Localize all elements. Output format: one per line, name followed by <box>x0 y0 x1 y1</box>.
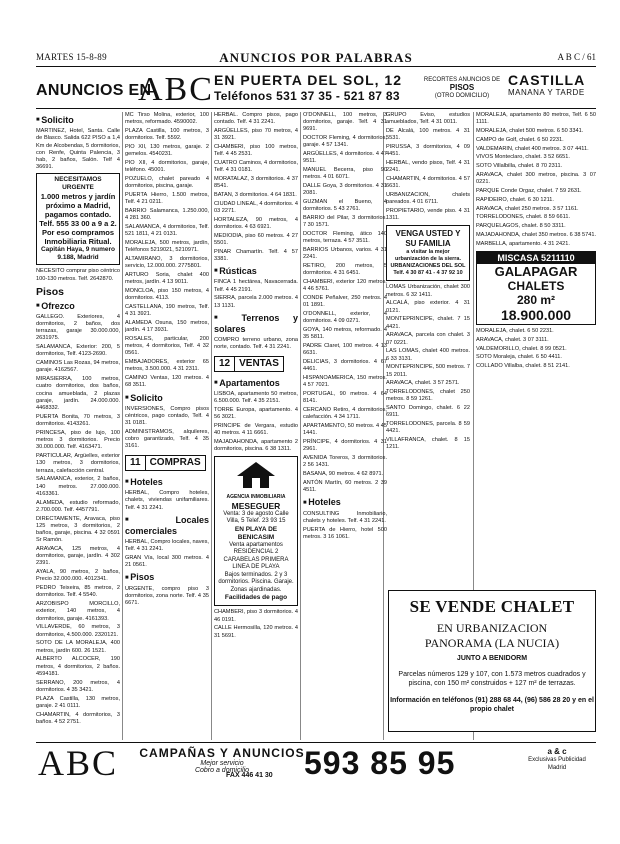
section-heading: ■ Apartamentos <box>214 378 298 389</box>
classified-ad: GRUPO Eviso, estudios amueblados, Telf. 4 31 0011. <box>386 112 470 126</box>
column-divider <box>122 112 123 740</box>
chalet-display-ad <box>388 590 596 732</box>
classified-ad: O'DONNELL, exterior, 4 dormitorios. 4 09 0271. <box>303 311 387 325</box>
agency-details: Bajos terminados. 2 y 3 dormitorios. Piscina. Garaje. Zonas ajardinadas. <box>218 571 294 593</box>
section-heading: ■ Ofrezco <box>36 301 120 312</box>
classified-ad: MORALEJA, chalet. 6 50 2231. <box>476 327 554 334</box>
banner-small-line2: PISOS <box>449 83 475 92</box>
classified-ad: SOTO Villalbilla, chalet. 8 70 2311. <box>476 163 563 170</box>
classified-ad: SOTO Moraleja, chalet. 6 50 4411. <box>476 354 562 361</box>
banner-right <box>508 72 596 97</box>
classified-ad: MORALEJA, apartamento 80 metros, Telf. 6 50 1111. <box>476 112 596 126</box>
classified-ad: ROSALES, particular, 200 metros, 4 dormitorios, Telf. 4 32 0561. <box>125 336 209 357</box>
agency-terms: Facilidades de pago <box>224 594 288 602</box>
banner-left-text: ANUNCIOS EN <box>36 82 152 99</box>
classified-ad: MAJADAHONDA, chalet 350 metros. 6 38 5741. <box>476 231 596 238</box>
banner-castilla: CASTILLA <box>508 72 586 88</box>
classified-ad: VILLAFRANCA, chalet. 8 15 1211. <box>386 437 470 451</box>
venga-phones: Telf. 4 30 87 41 - 4 37 92 10 <box>393 270 463 277</box>
classified-ad: MAJADAHONDA, apartamento 2 dormitorios, piscina. 6 38 1311. <box>214 438 298 453</box>
classified-ad: MANUEL Becerra, piso 90 metros. 4 01 6071. <box>303 167 387 181</box>
classified-ad: ALAMEDA Osuna, 150 metros, jardín. 4 17 3931. <box>125 320 209 334</box>
section-heading: ■ Locales comerciales <box>125 515 209 537</box>
classified-ad: MC Tirso Molina, exterior, 100 metros, reformado. 4590002. <box>125 112 209 126</box>
classified-ad: ARAVACA, 125 metros, 4 dormitorios, garaje, jardín. 4 302 2391. <box>36 545 120 567</box>
banner-rule <box>36 108 596 109</box>
classified-ad: ANTÓN Martín, 60 metros. 2 39 4511. <box>303 480 387 494</box>
classified-ad: GALLEGO. Exteriores, 4 dormitorios, 2 baños, dos terrazas, garaje 30.000.000, 2631975. <box>36 313 120 342</box>
galapagar-ad <box>476 251 596 325</box>
classified-ad: PLAZA Castilla, 100 metros, 3 dormitorios. Telf. 5592. <box>125 128 209 142</box>
footer-service-note: Mejor servicio <box>200 760 244 767</box>
section-heading: ■ Hoteles <box>125 477 209 488</box>
section-heading: ■ Hoteles <box>303 497 387 508</box>
classified-ad: ARTURO Soria, chalet 400 metros, jardín. 4 13 9011. <box>125 272 209 286</box>
section-heading: ■ Solicito <box>36 115 120 126</box>
classified-ad: BARRIOS Urbanos, varios. 4 31 2241. <box>303 247 387 261</box>
classified-ad: AVENIDA Toreros, 3 dormitorios. 2 56 1431. <box>303 455 387 469</box>
classified-ad: HORTALEZA, 90 metros, 4 dormitorios. 4 63 6921. <box>214 216 298 230</box>
column-divider <box>211 112 212 740</box>
banner-small-note <box>422 76 502 100</box>
classified-ad: PUERTA Hierro, 1.500 metros, Telf. 4 21 0211. <box>125 192 209 206</box>
banner-small-line3: (OTRO DOMICILIO) <box>434 93 490 99</box>
category-label-ventas <box>214 356 284 372</box>
classified-ad: SALAMANCA, 4 dormitorios, Telf. 521 1811, 4 21 0131. <box>125 224 209 238</box>
classified-ad: CONDE Peñalver, 250 metros. 4 01 1891. <box>303 295 387 309</box>
column-divider <box>300 112 301 740</box>
galapagar-price: 18.900.000 <box>500 306 572 323</box>
category-number: 11 <box>130 456 146 470</box>
classified-ad: PIRUSSA, 3 dormitorios, 4 09 4451. <box>386 144 470 158</box>
classified-ad: TORRELODONES, parcela. 8 59 4421. <box>386 421 470 435</box>
section-heading: ■ Solicito <box>125 393 209 404</box>
classified-ad: MARBELLA, apartamento. 4 31 2421. <box>476 240 570 247</box>
classified-ad: MARTINEZ, Hotel, Santa. Calle de Blasco. Salida 622 PISO a 1,4 Km de Alcobendas, 5 dormitorios, con Renfe, Quinta Palencia, 3 hab, 2 baños, Salón. Telf 4 36691. <box>36 128 120 171</box>
classified-ad: MORALEJA, chalet 500 metros. 6 50 3341. <box>476 128 584 134</box>
classified-ad: INVERSIONES, Compro pisos céntricos, pago contado, Telf. 4 31 0181. <box>125 405 209 427</box>
classified-ad: ARZOBISPO MORCILLO, exterior, 140 metros, 4 dormitorios, garaje. 4161393. <box>36 601 120 622</box>
banner-address-line: EN PUERTA DEL SOL, 12 <box>214 72 402 88</box>
boxed-ad-footer: Capitán Haya, 9 numero 9.188, Madrid <box>40 246 116 262</box>
classified-ad: HERBAL. Compro pisos, pago contado. Telf. 4 31 2241. <box>214 112 298 126</box>
classified-ad: CUATRO Caminos, 4 dormitorios, Telf. 4 31 0181. <box>214 160 298 174</box>
classified-ad: PIO XII, 130 metros, garaje. 2 gemelos. 4540231. <box>125 144 209 158</box>
classified-ad: CONSULTING Inmobiliario, chalets y hoteles. Telf. 4 31 2241. <box>303 510 387 524</box>
galapagar-area: 280 m² <box>516 292 556 307</box>
classified-ad: ARAVACA, chalet 300 metros, piscina. 3 07 0221. <box>476 171 596 186</box>
classified-ad: PRINCESA, piso de lujo, 100 metros 3 dormitorios. Precio 30.000.000. Telf. 4163471. <box>36 429 120 451</box>
banner-small-line1: RECORTES ANUNCIOS DE <box>423 77 501 83</box>
classified-ad: PROPIETARIO, vende piso. 4 31 1311. <box>386 208 470 222</box>
classified-ad: PLAZA Castilla, 130 metros, garaje. 2 41 0111. <box>36 695 120 709</box>
classified-ad: VALDEMORILLO, chalet. 8 99 0521. <box>476 345 567 352</box>
classified-ad: SOTO DE LA MORALEJA, 400 metros, jardín 600. 26 1521. <box>36 640 120 654</box>
classified-ad: AYALA, 90 metros, 2 baños, Precio 32.000.000. 4012341. <box>36 569 120 583</box>
classified-ad: BARRIO Salamanca, 1.250.000, 4 281 360. <box>125 208 209 222</box>
classified-ad: ARAVACA, parcela con chalet. 3 07 0221. <box>386 332 470 346</box>
classified-ad: PARQUE Conde Orgaz, chalet. 7 59 2631. <box>476 187 582 194</box>
ad-banner <box>36 72 596 110</box>
boxed-ad <box>36 173 120 265</box>
classified-ad: CHAMBERI, piso 3 dormitorios. 4 46 0191. <box>214 609 298 623</box>
agency-type: AGENCIA INMOBILIARIA <box>226 493 286 500</box>
classified-ad: CERCANO Retiro, 4 dormitorios, calefacción. 4 34 1711. <box>303 407 387 421</box>
section-heading: ■ Terrenos y solares <box>214 313 298 335</box>
classified-ad: TORRE Europa, apartamento. 4 56 3021. <box>214 406 298 421</box>
classified-ad: CAMINO Ventas, 120 metros. 4 68 3511. <box>125 375 209 389</box>
agency-line1: Exclusivas Publicidad <box>528 757 586 763</box>
classified-ad: CHAMBERI, piso 100 metros, Telf. 4 45 2531. <box>214 144 298 158</box>
classified-ad: SALAMANCA, exterior, 2 baños, 140 metros. 27.000.000. 4163361. <box>36 476 120 497</box>
classified-ad: LISBOA, apartamento 50 metros, 6.500.000. Telf. 4 35 2151. <box>214 390 298 405</box>
banner-phones: Teléfonos 531 37 35 - 521 87 83 <box>214 89 400 103</box>
classified-ad: PIO XII, 4 dormitorios, garaje, teléfono. 45001. <box>125 160 209 174</box>
classified-ad: CHAMARTIN, 4 dormitorios. 4 57 6631. <box>386 176 470 190</box>
agency-mark: a & c <box>547 747 567 756</box>
classified-ad: CHAMARTIN, 4 dormitorios, 3 baños. 4 52 2751. <box>36 711 120 725</box>
classified-ad: MIRASIERRA, 100 metros, cuatro dormitorios, dos baños, cocina amueblada, 2 plazas garaje, jardín. 24.000.000. 4468332. <box>36 376 120 412</box>
classified-ad: VALDEMARIN, chalet 400 metros. 3 07 4411. <box>476 145 589 152</box>
classified-ad: CAMINOS Las Rozas, 94 metros, garaje. 4162567. <box>36 360 120 374</box>
classified-ad: GUZMAN el Bueno, 4 dormitorios. 5 43 2761. <box>303 199 387 213</box>
classified-ad: CAMPO de Golf, chalet. 6 50 2231. <box>476 136 564 143</box>
galapagar-place: GALAPAGAR <box>494 263 578 279</box>
classified-ad: SANTO Domingo, chalet. 6 22 6911. <box>386 405 470 419</box>
footer-billing-note: Cobro a domicilio <box>194 767 250 774</box>
classified-ad: CIUDAD LINEAL, 4 dormitorios. 4 03 2271. <box>214 200 298 214</box>
boxed-ad-title: NECESITAMOS URGENTE <box>54 176 102 192</box>
agency-line2: Madrid <box>547 765 567 771</box>
classified-ad: DALLE Goya, 3 dormitorios. 4 31 2081. <box>303 183 387 197</box>
classified-ad: PUERTA Bonita, 70 metros, 3 dormitorios. 4143261. <box>36 413 120 428</box>
classified-ad: LAS LOMAS, chalet 400 metros. 6 33 3131. <box>386 348 470 362</box>
venga-subtitle: a visitar la mejor urbanización de la sierra. <box>394 249 462 263</box>
classified-ad: MORATALAZ, 3 dormitorios. 4 37 8541. <box>214 176 298 190</box>
chalet-subhead: EN URBANIZACION <box>436 621 548 635</box>
page-header <box>36 48 596 66</box>
chalet-headline: SE VENDE CHALET <box>409 597 575 616</box>
classified-ad: CHAMBERI, exterior 120 metros, 4 46 5761. <box>303 279 387 293</box>
page-number: A B C / 61 <box>557 52 596 62</box>
classified-ad: DIRECTAMENTE, Aravaca, piso 125 metros, 3 dormitorios, 2 baños, garaje, piscina. 4 32 0591 Sr Ramón. <box>36 515 120 544</box>
classified-ad: APARTAMENTO, 50 metros. 4 45 1441. <box>303 423 387 437</box>
classified-ad: COMPRO terreno urbano, zona norte, contado. Telf. 4 31 2241. <box>214 336 298 351</box>
boxed-ad-venga <box>386 225 470 281</box>
classified-ad: ALBERTO ALCOCER, 190 metros, 4 dormitorios, 2 baños. 4594181. <box>36 656 120 677</box>
issue-date: MARTES 15-8-89 <box>36 52 107 62</box>
venga-company: URBANIZACIONES DEL SOL <box>390 263 466 270</box>
column-1 <box>36 112 120 740</box>
classified-ad: GOYA, 140 metros, reformado. 4 35 5811. <box>303 327 387 341</box>
footer-phone: 593 85 95 <box>304 745 456 781</box>
classified-ad: COLLADO Villalba, chalet. 8 51 2141. <box>476 363 570 370</box>
abc-logo: ABC <box>138 71 214 108</box>
classified-ad: DOCTOR Fleming, ático 140 metros, terraza. 4 57 3511. <box>303 231 387 245</box>
header-rule <box>36 66 596 67</box>
classified-ad: PARTICULAR, Argüelles, exterior 130 metros, 3 dormitorios, terraza, calefacción central. <box>36 453 120 474</box>
classified-ad: ARGÜELLES, piso 70 metros, 4 31 3921. <box>214 128 298 142</box>
classified-ad: SIERRA, parcela 2.000 metros. 4 13 1131. <box>214 295 298 309</box>
agency-address: Venta: 3 de agosto Calle Villa, 5 Telef. 23 93 15 <box>223 510 289 525</box>
category-title: VENTAS <box>239 357 279 369</box>
footer-agency <box>518 748 596 772</box>
chalet-location: PANORAMA (LA NUCIA) <box>424 636 560 650</box>
classified-ad: CASTELLANA, 190 metros, Telf. 4 31 3921. <box>125 304 209 318</box>
classified-ad: RETIRO, 200 metros, 5 dormitorios. 4 31 6451. <box>303 263 387 277</box>
classified-ad: DOCTOR Fleming, 4 dormitorios, garaje. 4 57 1341. <box>303 135 387 149</box>
classified-ad: SERRANO, 200 metros, 4 dormitorios. 4 35 3421. <box>36 679 120 693</box>
chalet-nearby: JUNTO A BENIDORM <box>456 655 528 662</box>
classified-ad: ARAVACA, chalet 250 metros. 3 57 1161. <box>476 205 579 212</box>
category-number: 12 <box>219 357 235 371</box>
classified-ad: HISPANOAMERICA, 150 metros. 4 57 7021. <box>303 375 387 389</box>
column-2 <box>125 112 209 740</box>
classified-ad: SALAMANCA, Exterior: 200, 5 dormitorios, Telf. 4123-2690. <box>36 344 120 358</box>
classified-ad: VILLAVERDE, 60 metros, 3 dormitorios, 4.500.000. 2320121. <box>36 624 120 638</box>
classified-ad: BARRIO del Pilar, 3 dormitorios. 7 30 1571. <box>303 215 387 229</box>
classified-ad: DE Alcalá, 100 metros. 4 31 5531. <box>386 128 470 142</box>
classified-ad: NECESITO comprar piso céntrico 100-130 metros. Telf. 2642870. <box>36 268 120 282</box>
classified-ad: MEDIODIA, piso 60 metros. 4 27 5501. <box>214 232 298 246</box>
galapagar-type: CHALETS <box>507 278 565 293</box>
classified-ad: PORTUGAL, 90 metros. 4 64 8141. <box>303 391 387 405</box>
classified-ad: BASANA, 90 metros. 4 62 8971. <box>303 471 384 478</box>
classified-ad: MONTEPRINCIPE, 500 metros. 7 15 2011. <box>386 364 470 378</box>
classified-ad: PRÍNCIPE, 4 dormitorios. 4 31 2961. <box>303 439 387 453</box>
category-title: COMPRAS <box>149 457 201 469</box>
classified-ad: PINAR Chamartín. Telf. 4 57 3381. <box>214 248 298 262</box>
classified-ad: ALTAMIRANO, 3 dormitorios, servicio, 12.000.000. 2775801. <box>125 256 209 270</box>
agency-ad <box>214 456 298 606</box>
category-heading: Pisos <box>36 285 65 298</box>
classified-ad: PEDRO Teixeira, 85 metros, 2 dormitorios. Telf. 4 5540. <box>36 585 120 599</box>
classified-ad: DELICIAS, 3 dormitorios. 4 67 4461. <box>303 359 387 373</box>
classified-ad: ALAMEDA, estudio reformado, 2.700.000. Telf. 4457791. <box>36 499 120 513</box>
classified-ad: ARAVACA, chalet. 3 57 2571. <box>386 380 460 387</box>
footer-campaigns-title: CAMPAÑAS Y ANUNCIOS <box>139 746 305 760</box>
classified-ad: VIVOS Monteclaro, chalet. 3 52 6651. <box>476 154 570 161</box>
boxed-ad-body: 1.000 metros y jardín próximo a Madrid, pagamos contado. Telf. 555 33 00 a 9 a 2. Por eso compramos Inmobiliaria Ritual. <box>39 192 117 247</box>
venga-title: VENGA USTED Y SU FAMILIA <box>395 229 461 249</box>
footer-campaigns <box>132 746 312 774</box>
classified-ad: POZUELO, chalet pareado 4 dormitorios, piscina, garaje. <box>125 176 209 190</box>
page-footer <box>36 744 596 782</box>
classified-ad: HERBAL, Compro locales, naves, Telf. 4 31 2241. <box>125 539 209 553</box>
section-heading: ■ Pisos <box>125 572 209 583</box>
abc-logo: ABC <box>38 743 119 783</box>
classified-ad: HERBAL, vendo pisos, Telf. 4 31 2241. <box>386 160 470 174</box>
section-title: ANUNCIOS POR PALABRAS <box>219 50 413 65</box>
classified-ad: TORRELODONES, chalet 250 metros. 8 59 1261. <box>386 389 470 403</box>
classified-ad: TORRELODONES, chalet. 8 59 6611. <box>476 214 570 221</box>
category-label-compras <box>125 455 206 471</box>
chalet-contact: Información en teléfonos (91) 288 68 44, (96) 586 28 20 y en el propio chalet <box>390 697 594 713</box>
footer-fax: FAX 446 41 30 <box>226 772 273 779</box>
agency-location: EN PLAYA DE BENICASIM <box>234 525 278 541</box>
classified-ad: ARAVACA, chalet. 3 07 3111. <box>476 336 549 343</box>
classified-ad: MONCLOA, piso 150 metros, 4 dormitorios. 4113. <box>125 288 209 302</box>
classified-ad: PADRE Claret, 100 metros. 4 13 6631. <box>303 343 387 357</box>
classified-ad: LOMAS Urbanización, chalet 300 metros. 6 32 1411. <box>386 284 470 298</box>
classified-ad: BATAN, 3 dormitorios. 4 64 1831. <box>214 192 297 198</box>
classified-ad: CALLE Hermosilla, 120 metros. 4 31 5691. <box>214 625 298 639</box>
classified-ad: RAPIDEIRO, chalet. 6 30 1211. <box>476 196 554 203</box>
column-4 <box>303 112 387 740</box>
agency-name: MESEGUER <box>231 500 281 511</box>
classified-ad: ALCALÁ, piso exterior. 4 31 0121. <box>386 300 470 314</box>
classified-ad: MORALEJA, 500 metros, jardín, Teléfonos 5219021, 5210971. <box>125 240 209 254</box>
classified-ad: MONTEPRINCIPE, chalet. 7 15 4421. <box>386 316 470 330</box>
classified-ad: ARGÜELLES, 4 dormitorios. 4 47 9511. <box>303 151 387 165</box>
classified-ad: PUERTA de Hierro, hotel 500 metros. 3 16 1061. <box>303 526 387 540</box>
galapagar-phone: MISCASA 5211110 <box>477 252 595 264</box>
chalet-details: Parcelas números 129 y 107, con 1.573 metros cuadrados y piscina, con 150 m² construidos + 127 m² de terrazas. <box>398 671 586 687</box>
classified-ad: URBANIZACION, chalets pareados. 4 01 6711. <box>386 192 470 206</box>
section-heading: ■ Rústicas <box>214 266 298 277</box>
banner-hours: MANANA Y TARDE <box>508 88 585 97</box>
classified-ad: O'DONNELL, 100 metros, 3 dormitorios, garaje. Telf. 4 31 9691. <box>303 112 387 133</box>
classified-ad: PRINCIPE de Vergara, estudio 40 metros. 4 11 6661. <box>214 422 298 437</box>
classified-ad: PARQUELAGOS, chalet. 8 50 3311. <box>476 223 566 230</box>
classified-ad: FINCA 1 hectárea, Navacerrada. Telf. 4 45 2191. <box>214 279 298 293</box>
house-logo-icon <box>233 460 279 490</box>
agency-offer: Venta apartamentos RESIDENCIAL 2 CARABELAS PRIMERA LINEA DE PLAYA <box>223 541 289 571</box>
footer-rule <box>36 742 596 743</box>
classified-ad: URGENTE, compro piso 3 dormitorios, zona norte. Telf. 4 35 6671. <box>125 585 209 606</box>
classified-ad: ADMINISTRAMOS, alquileres, cobro garantizado, Telf. 4 35 3161. <box>125 428 209 450</box>
classified-ad: HERBAL, Compro hoteles, chalets, viviendas unifamiliares. Telf. 4 31 2241. <box>125 490 209 511</box>
banner-address <box>214 72 414 104</box>
classified-ad: GRAN Vía, local 300 metros. 4 21 0561. <box>125 555 209 569</box>
classified-ad: EMBAJADORES, exterior 65 metros, 3.500.000. 4 31 2311. <box>125 359 209 373</box>
column-3 <box>214 112 298 740</box>
